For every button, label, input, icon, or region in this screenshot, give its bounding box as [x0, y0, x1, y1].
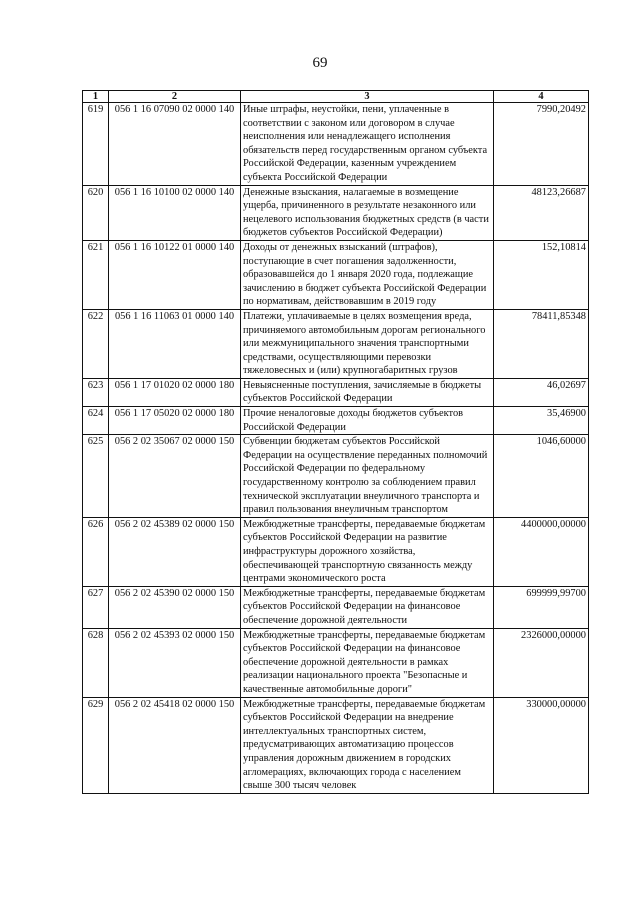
table-row — [83, 185, 589, 240]
revenue-description: Платежи, уплачиваемые в целях возмещения вреда, причиняемого автомобильным дорогам регионального или межмуниципального значения транспортными средствами, осуществляющими перевозки тяжеловесных и (или) крупногабаритных грузов — [241, 309, 494, 378]
table-row — [83, 378, 589, 406]
header-col-2: 2 — [109, 91, 241, 103]
revenue-amount: 2326000,00000 — [494, 628, 589, 697]
row-number: 627 — [83, 586, 109, 628]
budget-code: 056 1 17 01020 02 0000 180 — [109, 378, 241, 406]
revenue-amount: 78411,85348 — [494, 309, 589, 378]
revenue-amount: 7990,20492 — [494, 103, 589, 186]
table-row — [83, 435, 589, 518]
header-col-4: 4 — [494, 91, 589, 103]
revenue-description: Денежные взыскания, налагаемые в возмещение ущерба, причиненного в результате незаконного или нецелевого использования бюджетных средств (в части бюджетов субъектов Российской Федерации) — [241, 185, 494, 240]
revenue-description: Межбюджетные трансферты, передаваемые бюджетам субъектов Российской Федерации на внедрение интеллектуальных транспортных систем, предусматривающих автоматизацию процессов управления дорожным движением в городских агломерациях, включающих города с населением свыше 300 тысяч человек — [241, 697, 494, 793]
header-col-1: 1 — [83, 91, 109, 103]
budget-code: 056 1 17 05020 02 0000 180 — [109, 407, 241, 435]
table-row — [83, 586, 589, 628]
revenue-amount: 1046,60000 — [494, 435, 589, 518]
row-number: 629 — [83, 697, 109, 793]
table-row — [83, 407, 589, 435]
table-row — [83, 103, 589, 186]
table-row — [83, 517, 589, 586]
budget-code: 056 2 02 45418 02 0000 150 — [109, 697, 241, 793]
revenue-description: Невыясненные поступления, зачисляемые в бюджеты субъектов Российской Федерации — [241, 378, 494, 406]
page-number: 69 — [312, 55, 328, 71]
budget-code: 056 2 02 35067 02 0000 150 — [109, 435, 241, 518]
row-number: 620 — [83, 185, 109, 240]
revenue-description: Субвенции бюджетам субъектов Российской Федерации на осуществление переданных полномочий Российской Федерации по федеральному государственному контролю за соблюдением правил технической эксплуатации внеуличного транспорта и правил пользования внеуличным транспортом — [241, 435, 494, 518]
row-number: 625 — [83, 435, 109, 518]
revenue-amount: 330000,00000 — [494, 697, 589, 793]
row-number: 623 — [83, 378, 109, 406]
revenue-description: Межбюджетные трансферты, передаваемые бюджетам субъектов Российской Федерации на финансовое обеспечение дорожной деятельности — [241, 586, 494, 628]
revenue-description: Иные штрафы, неустойки, пени, уплаченные в соответствии с законом или договором в случае неисполнения или ненадлежащего исполнения обязательств перед государственным органом субъекта Российской Федерации, казенным учреждением субъекта Российской Федерации — [241, 103, 494, 186]
table-header-row — [83, 91, 589, 103]
revenue-amount: 35,46900 — [494, 407, 589, 435]
budget-code: 056 2 02 45393 02 0000 150 — [109, 628, 241, 697]
revenue-table — [82, 90, 589, 794]
row-number: 621 — [83, 240, 109, 309]
revenue-description: Межбюджетные трансферты, передаваемые бюджетам субъектов Российской Федерации на развитие инфраструктуры дорожного хозяйства, обеспечивающей транспортную связанность между центрами экономического роста — [241, 517, 494, 586]
revenue-amount: 152,10814 — [494, 240, 589, 309]
revenue-amount: 46,02697 — [494, 378, 589, 406]
revenue-description: Прочие неналоговые доходы бюджетов субъектов Российской Федерации — [241, 407, 494, 435]
row-number: 626 — [83, 517, 109, 586]
row-number: 619 — [83, 103, 109, 186]
table-row — [83, 628, 589, 697]
table-row — [83, 240, 589, 309]
row-number: 628 — [83, 628, 109, 697]
revenue-description: Межбюджетные трансферты, передаваемые бюджетам субъектов Российской Федерации на финансовое обеспечение дорожной деятельности в рамках реализации национального проекта "Безопасные и качественные автомобильные дороги" — [241, 628, 494, 697]
revenue-amount: 48123,26687 — [494, 185, 589, 240]
budget-code: 056 1 16 11063 01 0000 140 — [109, 309, 241, 378]
revenue-description: Доходы от денежных взысканий (штрафов), поступающие в счет погашения задолженности, образовавшейся до 1 января 2020 года, подлежащие зачислению в бюджет субъекта Российской Федерации по нормативам, действовавшим в 2019 году — [241, 240, 494, 309]
budget-code: 056 2 02 45389 02 0000 150 — [109, 517, 241, 586]
budget-code: 056 2 02 45390 02 0000 150 — [109, 586, 241, 628]
table-row — [83, 309, 589, 378]
budget-code: 056 1 16 10100 02 0000 140 — [109, 185, 241, 240]
table-row — [83, 697, 589, 793]
revenue-amount: 699999,99700 — [494, 586, 589, 628]
budget-code: 056 1 16 07090 02 0000 140 — [109, 103, 241, 186]
row-number: 624 — [83, 407, 109, 435]
row-number: 622 — [83, 309, 109, 378]
header-col-3: 3 — [241, 91, 494, 103]
budget-code: 056 1 16 10122 01 0000 140 — [109, 240, 241, 309]
revenue-amount: 4400000,00000 — [494, 517, 589, 586]
